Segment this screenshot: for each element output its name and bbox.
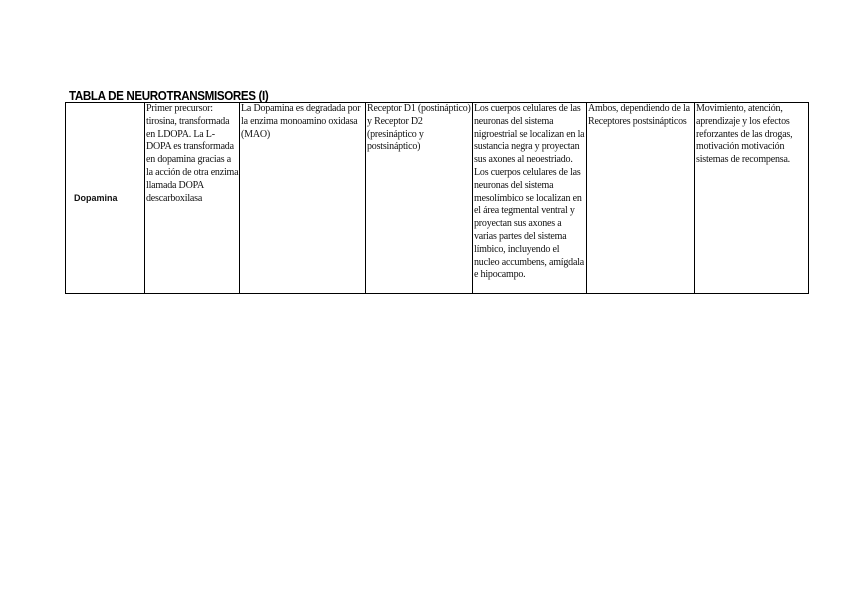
degradation-cell: [240, 103, 366, 294]
location-cell: [473, 103, 587, 294]
receptors-cell: [366, 103, 473, 294]
precursor-text: Primer precursor: tirosina, transformada en LDOPA. La L-DOPA es transformada en dopamina gracias a la acción de otra enzima llamada DOPA descarboxilasa: [146, 103, 239, 204]
neurotransmitter-table: [65, 102, 809, 294]
effect-text: Ambos, dependiendo de la Receptores postsinápticos: [588, 103, 690, 127]
neurotransmitter-name: Dopamina: [74, 192, 118, 203]
precursor-cell: [145, 103, 240, 294]
document-title: TABLA DE NEUROTRANSMISORES (I): [69, 89, 269, 103]
location-text: Los cuerpos celulares de las neuronas del sistema nigroestrial se localizan en la sustancia negra y proyectan sus axones al neoestriado. Los cuerpos celulares de las neuronas del sistema mesolímbico se localizan en el área tegmental ventral y proyectan sus axones a varias partes del sistema límbico, incluyendo el nucleo accumbens, amígdala e hipocampo.: [474, 103, 585, 281]
neurotransmitter-name-cell: [66, 103, 145, 294]
function-cell: [695, 103, 809, 294]
table-row: [66, 103, 809, 294]
receptors-text: Receptor D1 (postináptico) y Receptor D2 (presináptico y postsináptico): [367, 103, 471, 153]
effect-cell: [587, 103, 695, 294]
degradation-text: La Dopamina es degradada por la enzima monoamino oxidasa (MAO): [241, 103, 361, 140]
function-text: Movimiento, atención, aprendizaje y los efectos reforzantes de las drogas, motivación motivación sistemas de recompensa.: [696, 103, 793, 166]
